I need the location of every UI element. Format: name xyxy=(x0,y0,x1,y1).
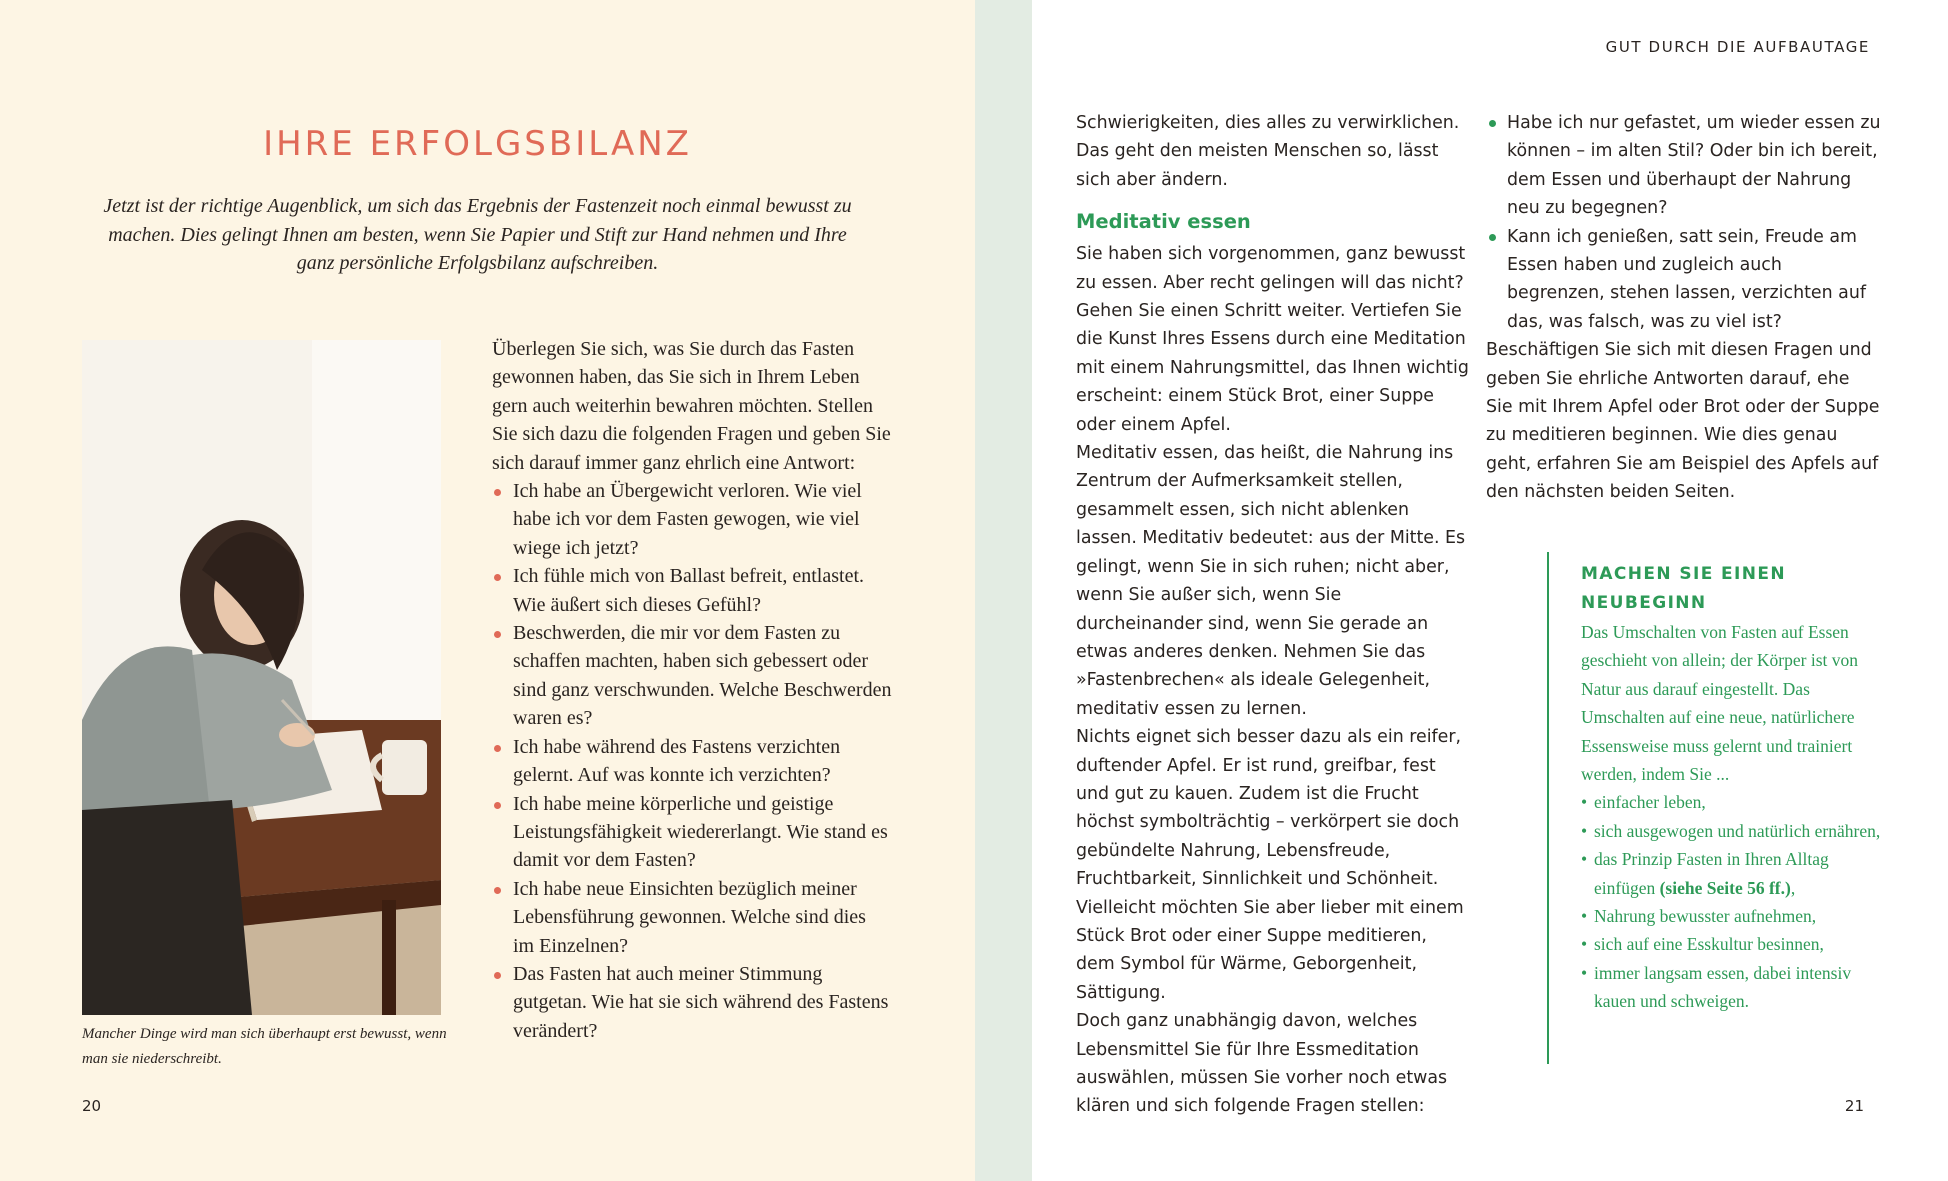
questions-list xyxy=(492,477,892,1045)
section-subheading: Meditativ essen xyxy=(1076,210,1251,234)
bullet-icon xyxy=(1489,234,1496,241)
info-box-title: MACHEN SIE EINEN NEUBEGINN xyxy=(1581,564,1787,613)
bullet-icon xyxy=(494,574,501,581)
bullet-icon xyxy=(494,802,501,809)
bullet-icon xyxy=(1489,120,1496,127)
left-body-text xyxy=(492,335,892,1045)
col1-paragraph: Meditativ essen, das heißt, die Nahrung ins Zentrum der Aufmerksamkeit stellen, gesammelt essen, sich nicht ablenken lassen. Meditativ bedeutet: aus der Mitte. Es gelingt, wenn Sie in sich ruhen; nicht aber, wenn Sie außer sich, wenn Sie durcheinander sind, wenn Sie gerade an etwas anderes denken. Nehmen Sie das »Fastenbrechen« als ideale Gelegenheit, meditativ essen zu lernen. xyxy=(1076,443,1466,719)
list-item: Ich habe neue Einsichten bezüglich meiner Lebensführung gewonnen. Welche sind dies im Einzelnen? xyxy=(492,875,892,960)
list-item: • sich ausgewogen und natürlich ernähren, xyxy=(1581,817,1891,845)
list-item: Das Fasten hat auch meiner Stimmung gutgetan. Wie hat sie sich während des Fastens verändert? xyxy=(492,960,892,1045)
right-column-2 xyxy=(1486,109,1881,507)
col2-questions xyxy=(1486,109,1881,336)
col1-intro: Schwierigkeiten, dies alles zu verwirklichen. Das geht den meisten Menschen so, lässt sich aber ändern. xyxy=(1076,113,1460,190)
list-item: Habe ich nur gefastet, um wieder essen zu können – im alten Stil? Oder bin ich bereit, dem Essen und überhaupt der Nahrung neu zu begegnen? xyxy=(1486,109,1881,223)
running-header: GUT DURCH DIE AUFBAUTAGE xyxy=(1605,38,1870,56)
bullet-icon: • xyxy=(1581,934,1588,955)
list-item: • einfacher leben, xyxy=(1581,788,1891,816)
page-title: IHRE ERFOLGSBILANZ xyxy=(263,124,692,164)
bullet-icon: • xyxy=(1581,849,1588,870)
list-item: Kann ich genießen, satt sein, Freude am Essen haben und zugleich auch begrenzen, stehen lassen, verzichten auf das, was falsch, was zu viel ist? xyxy=(1486,223,1881,337)
intro-text: Jetzt ist der richtige Augenblick, um sich das Ergebnis der Fastenzeit noch einmal bewusst zu machen. Dies gelingt Ihnen am besten, wenn Sie Papier und Stift zur Hand nehmen und Ihre ganz persönliche Erfolgsbilanz aufschreiben. xyxy=(103,195,852,274)
col1-paragraph: Doch ganz unabhängig davon, welches Lebensmittel Sie für Ihre Essmeditation auswählen, müssen Sie vorher noch etwas klären und sich folgende Fragen stellen: xyxy=(1076,1011,1448,1117)
list-item: Ich habe meine körperliche und geistige Leistungsfähigkeit wiedererlangt. Wie stand es damit vor dem Fasten? xyxy=(492,790,892,875)
list-item: Beschwerden, die mir vor dem Fasten zu schaffen machten, haben sich gebessert oder sind ganz verschwunden. Welche Beschwerden waren es? xyxy=(492,619,892,733)
bullet-icon: • xyxy=(1581,962,1588,983)
bullet-icon: • xyxy=(1581,820,1588,841)
page-reference: (siehe Seite 56 ff.) xyxy=(1659,877,1791,898)
photo-illustration xyxy=(82,340,441,1015)
list-item: • sich auf eine Esskultur besinnen, xyxy=(1581,930,1891,958)
col1-paragraph: Nichts eignet sich besser dazu als ein reifer, duftender Apfel. Er ist rund, greifbar, fest und gut zu kauen. Zudem ist die Frucht höchst symbolträchtig – verkörpert sie doch gebündelte Nahrung, Lebensfreude, Fruchtbarkeit, Sinnlichkeit und Schönheit. Vielleicht möchten Sie aber lieber mit einem Stück Brot oder einer Suppe meditieren, dem Symbol für Wärme, Geborgenheit, Sättigung. xyxy=(1076,727,1464,1003)
woman-writing-photo xyxy=(82,340,441,1015)
bullet-icon xyxy=(494,631,501,638)
photo-caption: Mancher Dinge wird man sich überhaupt erst bewusst, wenn man sie niederschreibt. xyxy=(82,1026,447,1067)
list-item: Ich habe während des Fastens verzichten gelernt. Auf was konnte ich verzichten? xyxy=(492,733,892,790)
list-item: • das Prinzip Fasten in Ihren Alltag einfügen (siehe Seite 56 ff.), xyxy=(1581,845,1891,902)
page-number-right: 21 xyxy=(1844,1097,1864,1115)
list-item: Ich habe an Übergewicht verloren. Wie viel habe ich vor dem Fasten gewogen, wie viel wiege ich jetzt? xyxy=(492,477,892,562)
info-box-text: Das Umschalten von Fasten auf Essen geschieht von allein; der Körper ist von Natur aus darauf eingestellt. Das Umschalten auf eine neue, natürlichere Essensweise muss gelernt und trainiert werden, indem Sie ... xyxy=(1581,622,1859,785)
col2-paragraph: Beschäftigen Sie sich mit diesen Fragen und geben Sie ehrliche Antworten darauf, ehe Sie mit Ihrem Apfel oder Brot oder der Suppe zu meditieren beginnen. Wie dies genau geht, erfahren Sie am Beispiel des Apfels auf den nächsten beiden Seiten. xyxy=(1486,340,1880,503)
bullet-icon: • xyxy=(1581,792,1588,813)
page-number-left: 20 xyxy=(82,1097,102,1115)
info-box-body xyxy=(1581,618,1891,1016)
bullet-icon xyxy=(494,745,501,752)
page-gutter xyxy=(975,0,1032,1181)
list-item: • Nahrung bewusster aufnehmen, xyxy=(1581,902,1891,930)
bullet-icon: • xyxy=(1581,906,1588,927)
info-box-list xyxy=(1581,788,1891,1015)
right-column-1 xyxy=(1076,109,1471,1121)
list-item: • immer langsam essen, dabei intensiv kauen und schweigen. xyxy=(1581,959,1891,1016)
bullet-icon xyxy=(494,972,501,979)
bullet-icon xyxy=(494,887,501,894)
col1-paragraph: Sie haben sich vorgenommen, ganz bewusst zu essen. Aber recht gelingen will das nicht? Gehen Sie einen Schritt weiter. Vertiefen Sie die Kunst Ihres Essens durch eine Meditation mit einem Nahrungsmittel, das Ihnen wichtig erscheint: einem Stück Brot, einer Suppe oder einem Apfel. xyxy=(1076,244,1469,435)
bullet-icon xyxy=(494,489,501,496)
body-intro: Überlegen Sie sich, was Sie durch das Fasten gewonnen haben, das Sie sich in Ihrem Leben gern auch weiterhin bewahren möchten. Stellen Sie sich dazu die folgenden Fragen und geben Sie sich darauf immer ganz ehrlich eine Antwort: xyxy=(492,338,891,474)
list-item: Ich fühle mich von Ballast befreit, entlastet. Wie äußert sich dieses Gefühl? xyxy=(492,562,892,619)
